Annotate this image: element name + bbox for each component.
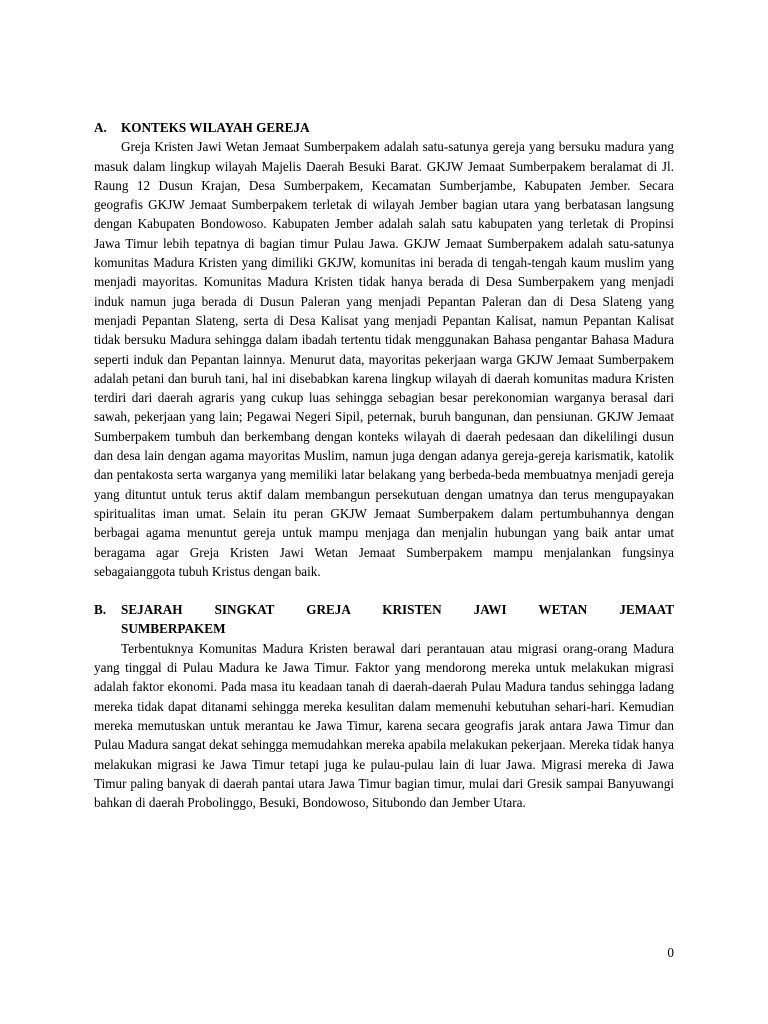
section-b-title-line2: SUMBERPAKEM <box>121 621 226 637</box>
section-b-paragraph: Terbentuknya Komunitas Madura Kristen berawal dari perantauan atau migrasi orang-orang Madura yang tinggal di Pulau Madura ke Jawa Timur. Faktor yang mendorong mereka untuk melakukan migrasi adalah faktor ekonomi. Pada masa itu keadaan tanah di daerah-daerah Pulau Madura tandus sehingga ladang mereka tidak dapat ditanami sehingga mereka kesulitan dalam memenuhi kebutuhan sehari-hari. Kemudian mereka memutuskan untuk merantau ke Jawa Timur, karena secara geografis jarak antara Jawa Timur dan Pulau Madura sangat dekat sehingga memudahkan mereka apabila melakukan pekerjaan. Mereka tidak hanya melakukan migrasi ke Jawa Timur tetapi juga ke pulau-pulau lain di luar Jawa. Migrasi mereka di Jawa Timur paling banyak di daerah pantai utara Jawa Timur bagian timur, mulai dari Gresik sampai Banyuwangi bahkan di daerah Probolinggo, Besuki, Bondowoso, Situbondo dan Jember Utara. <box>94 640 674 811</box>
section-b-heading <box>94 600 674 639</box>
section-b-number: B. <box>94 602 107 618</box>
page-number: 0 <box>667 945 674 960</box>
section-spacer <box>94 581 674 600</box>
section-b-title-line1: SEJARAH SINGKAT GREJA KRISTEN JAWI WETAN JEMAAT <box>121 602 674 618</box>
section-a-number: A. <box>94 120 107 135</box>
section-a-heading <box>94 118 674 137</box>
document-body <box>94 118 674 812</box>
section-a-paragraph: Greja Kristen Jawi Wetan Jemaat Sumberpakem adalah satu-satunya gereja yang bersuku madura yang masuk dalam lingkup wilayah Majelis Daerah Besuki Barat. GKJW Jemaat Sumberpakem beralamat di Jl. Raung 12 Dusun Krajan, Desa Sumberpakem, Kecamatan Sumberjambe, Kabupaten Jember. Secara geografis GKJW Jemaat Sumberpakem terletak di wilayah Jember bagian utara yang berbatasan langsung dengan Kabupaten Bondowoso. Kabupaten Jember adalah salah satu kabupaten yang terletak di Propinsi Jawa Timur lebih tepatnya di bagian timur Pulau Jawa. GKJW Jemaat Sumberpakem adalah satu-satunya komunitas Madura Kristen yang dimiliki GKJW, komunitas ini berada di tengah-tengah kaum muslim yang menjadi mayoritas. Komunitas Madura Kristen tidak hanya berada di Desa Sumberpakem yang menjadi induk namun juga berada di Dusun Paleran yang menjadi Pepantan Paleran dan di Desa Slateng yang menjadi Pepantan Slateng, serta di Desa Kalisat yang menjadi Pepantan Kalisat, namun Pepantan Kalisat tidak bersuku Madura sehingga dalam ibadah tertentu tidak menggunakan Bahasa pengantar Bahasa Madura seperti induk dan Pepantan lainnya. Menurut data, mayoritas pekerjaan warga GKJW Jemaat Sumberpakem adalah petani dan buruh tani, hal ini disebabkan karena lingkup wilayah di daerah komunitas madura Kristen terdiri dari daerah agraris yang cukup luas sehingga sebagian besar perekonomian warganya berasal dari sawah, pekerjaan yang lain; Pegawai Negeri Sipil, peternak, buruh bangunan, dan pensiunan. GKJW Jemaat Sumberpakem tumbuh dan berkembang dengan konteks wilayah di daerah pedesaan dan dikelilingi dusun dan desa lain dengan agama mayoritas Muslim, namun juga dengan adanya gereja-gereja karismatik, katolik dan pentakosta serta warganya yang memiliki latar belakang yang berbeda-beda membuatnya menjadi gereja yang dituntut untuk terus aktif dalam membangun persekutuan dengan umatnya dan terus mengupayakan spiritualitas iman umat. Selain itu peran GKJW Jemaat Sumberpakem dalam pertumbuhannya dengan berbagai agama menuntut gereja untuk mampu menjaga dan menjalin hubungan yang baik antar umat beragama agar Greja Kristen Jawi Wetan Jemaat Sumberpakem mampu menjalankan fungsinya sebagaianggota tubuh Kristus dengan baik. <box>94 139 674 579</box>
section-a-title: KONTEKS WILAYAH GEREJA <box>121 120 310 135</box>
section-b-title <box>121 600 674 639</box>
